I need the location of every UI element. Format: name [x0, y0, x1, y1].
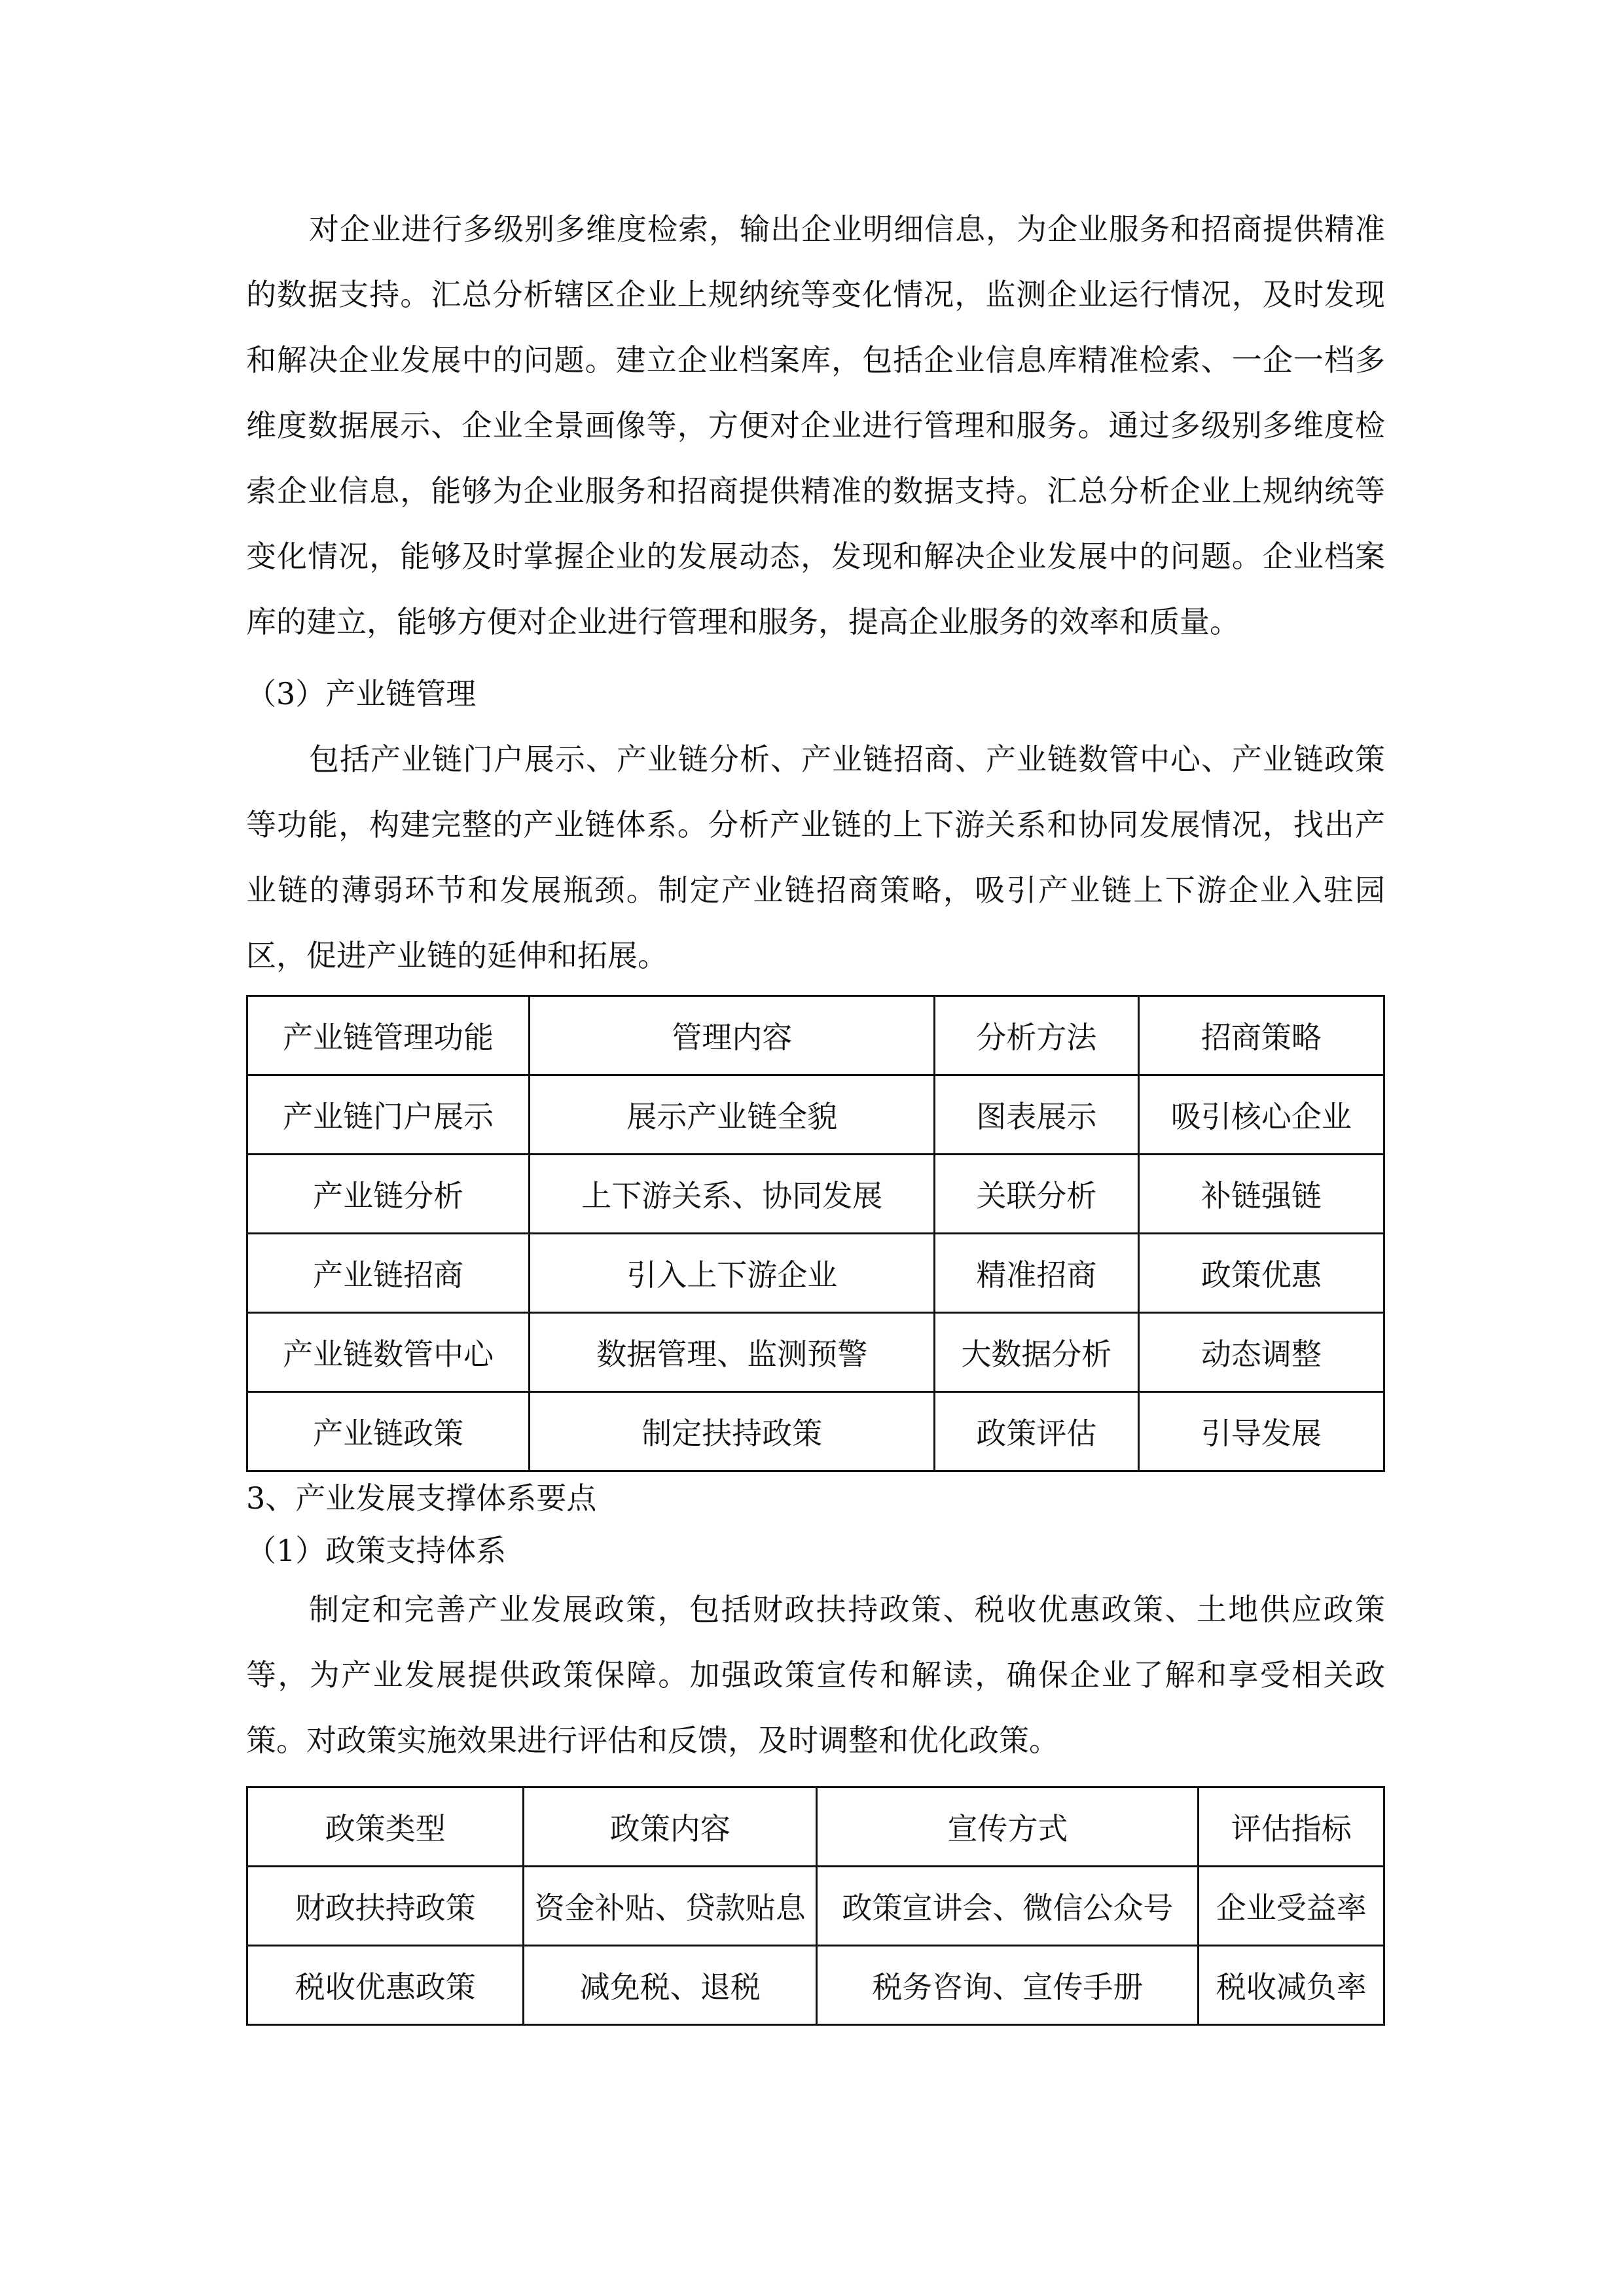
- table-row: [247, 1155, 1384, 1234]
- table-header-cell: 分析方法: [935, 996, 1138, 1075]
- table-cell: 吸引核心企业: [1138, 1075, 1384, 1155]
- table-header-cell: 政策类型: [247, 1787, 524, 1867]
- document-page: [246, 196, 1385, 2026]
- table-header-cell: 管理内容: [530, 996, 935, 1075]
- table-row: [247, 1234, 1384, 1313]
- table-cell: 减免税、退税: [524, 1946, 817, 2025]
- table-cell: 产业链门户展示: [247, 1075, 530, 1155]
- table-cell: 财政扶持政策: [247, 1867, 524, 1946]
- table-cell: 引导发展: [1138, 1392, 1384, 1471]
- table-header-cell: 评估指标: [1199, 1787, 1384, 1867]
- table-cell: 政策宣讲会、微信公众号: [817, 1867, 1199, 1946]
- table-header-cell: 宣传方式: [817, 1787, 1199, 1867]
- industry-chain-table: [246, 995, 1385, 1472]
- table-cell: 政策优惠: [1138, 1234, 1384, 1313]
- table-cell: 补链强链: [1138, 1155, 1384, 1234]
- table-cell: 上下游关系、协同发展: [530, 1155, 935, 1234]
- table-row: [247, 1313, 1384, 1392]
- table-cell: 政策评估: [935, 1392, 1138, 1471]
- table-cell: 产业链分析: [247, 1155, 530, 1234]
- table-cell: 精准招商: [935, 1234, 1138, 1313]
- table-cell: 产业链数管中心: [247, 1313, 530, 1392]
- table-row: [247, 1075, 1384, 1155]
- table-cell: 数据管理、监测预警: [530, 1313, 935, 1392]
- table-cell: 税务咨询、宣传手册: [817, 1946, 1199, 2025]
- heading-industry-chain: （3）产业链管理: [246, 676, 477, 711]
- table-cell: 动态调整: [1138, 1313, 1384, 1392]
- table-row: [247, 1867, 1384, 1946]
- table-cell: 产业链招商: [247, 1234, 530, 1313]
- paragraph-industry-chain: 包括产业链门户展示、产业链分析、产业链招商、产业链数管中心、产业链政策等功能，构建完整的产业链体系。分析产业链的上下游关系和协同发展情况，找出产业链的薄弱环节和发展瓶颈。制定产业链招商策略，吸引产业链上下游企业入驻园区，促进产业链的延伸和拓展。: [246, 742, 1385, 973]
- table-row: [247, 1946, 1384, 2025]
- heading-policy-support: （1）政策支持体系: [246, 1533, 507, 1568]
- table-cell: 资金补贴、贷款贴息: [524, 1867, 817, 1946]
- table-cell: 展示产业链全貌: [530, 1075, 935, 1155]
- table-row: [247, 1392, 1384, 1471]
- table-cell: 税收减负率: [1199, 1946, 1384, 2025]
- table-cell: 制定扶持政策: [530, 1392, 935, 1471]
- policy-table: [246, 1786, 1385, 2026]
- table-header-row: [247, 996, 1384, 1075]
- paragraph-policy-support: 制定和完善产业发展政策，包括财政扶持政策、税收优惠政策、土地供应政策等，为产业发展提供政策保障。加强政策宣传和解读，确保企业了解和享受相关政策。对政策实施效果进行评估和反馈，及时调整和优化政策。: [246, 1592, 1385, 1758]
- table-cell: 企业受益率: [1199, 1867, 1384, 1946]
- table-cell: 图表展示: [935, 1075, 1138, 1155]
- table-header-cell: 政策内容: [524, 1787, 817, 1867]
- heading-support-system: 3、产业发展支撑体系要点: [246, 1480, 597, 1516]
- table-header-cell: 产业链管理功能: [247, 996, 530, 1075]
- table-header-cell: 招商策略: [1138, 996, 1384, 1075]
- paragraph-enterprise-search: 对企业进行多级别多维度检索，输出企业明细信息，为企业服务和招商提供精准的数据支持。汇总分析辖区企业上规纳统等变化情况，监测企业运行情况，及时发现和解决企业发展中的问题。建立企业档案库，包括企业信息库精准检索、一企一档多维度数据展示、企业全景画像等，方便对企业进行管理和服务。通过多级别多维度检索企业信息，能够为企业服务和招商提供精准的数据支持。汇总分析企业上规纳统等变化情况，能够及时掌握企业的发展动态，发现和解决企业发展中的问题。企业档案库的建立，能够方便对企业进行管理和服务，提高企业服务的效率和质量。: [246, 211, 1385, 639]
- table-cell: 大数据分析: [935, 1313, 1138, 1392]
- table-header-row: [247, 1787, 1384, 1867]
- table-cell: 关联分析: [935, 1155, 1138, 1234]
- table-cell: 产业链政策: [247, 1392, 530, 1471]
- table-cell: 税收优惠政策: [247, 1946, 524, 2025]
- table-cell: 引入上下游企业: [530, 1234, 935, 1313]
